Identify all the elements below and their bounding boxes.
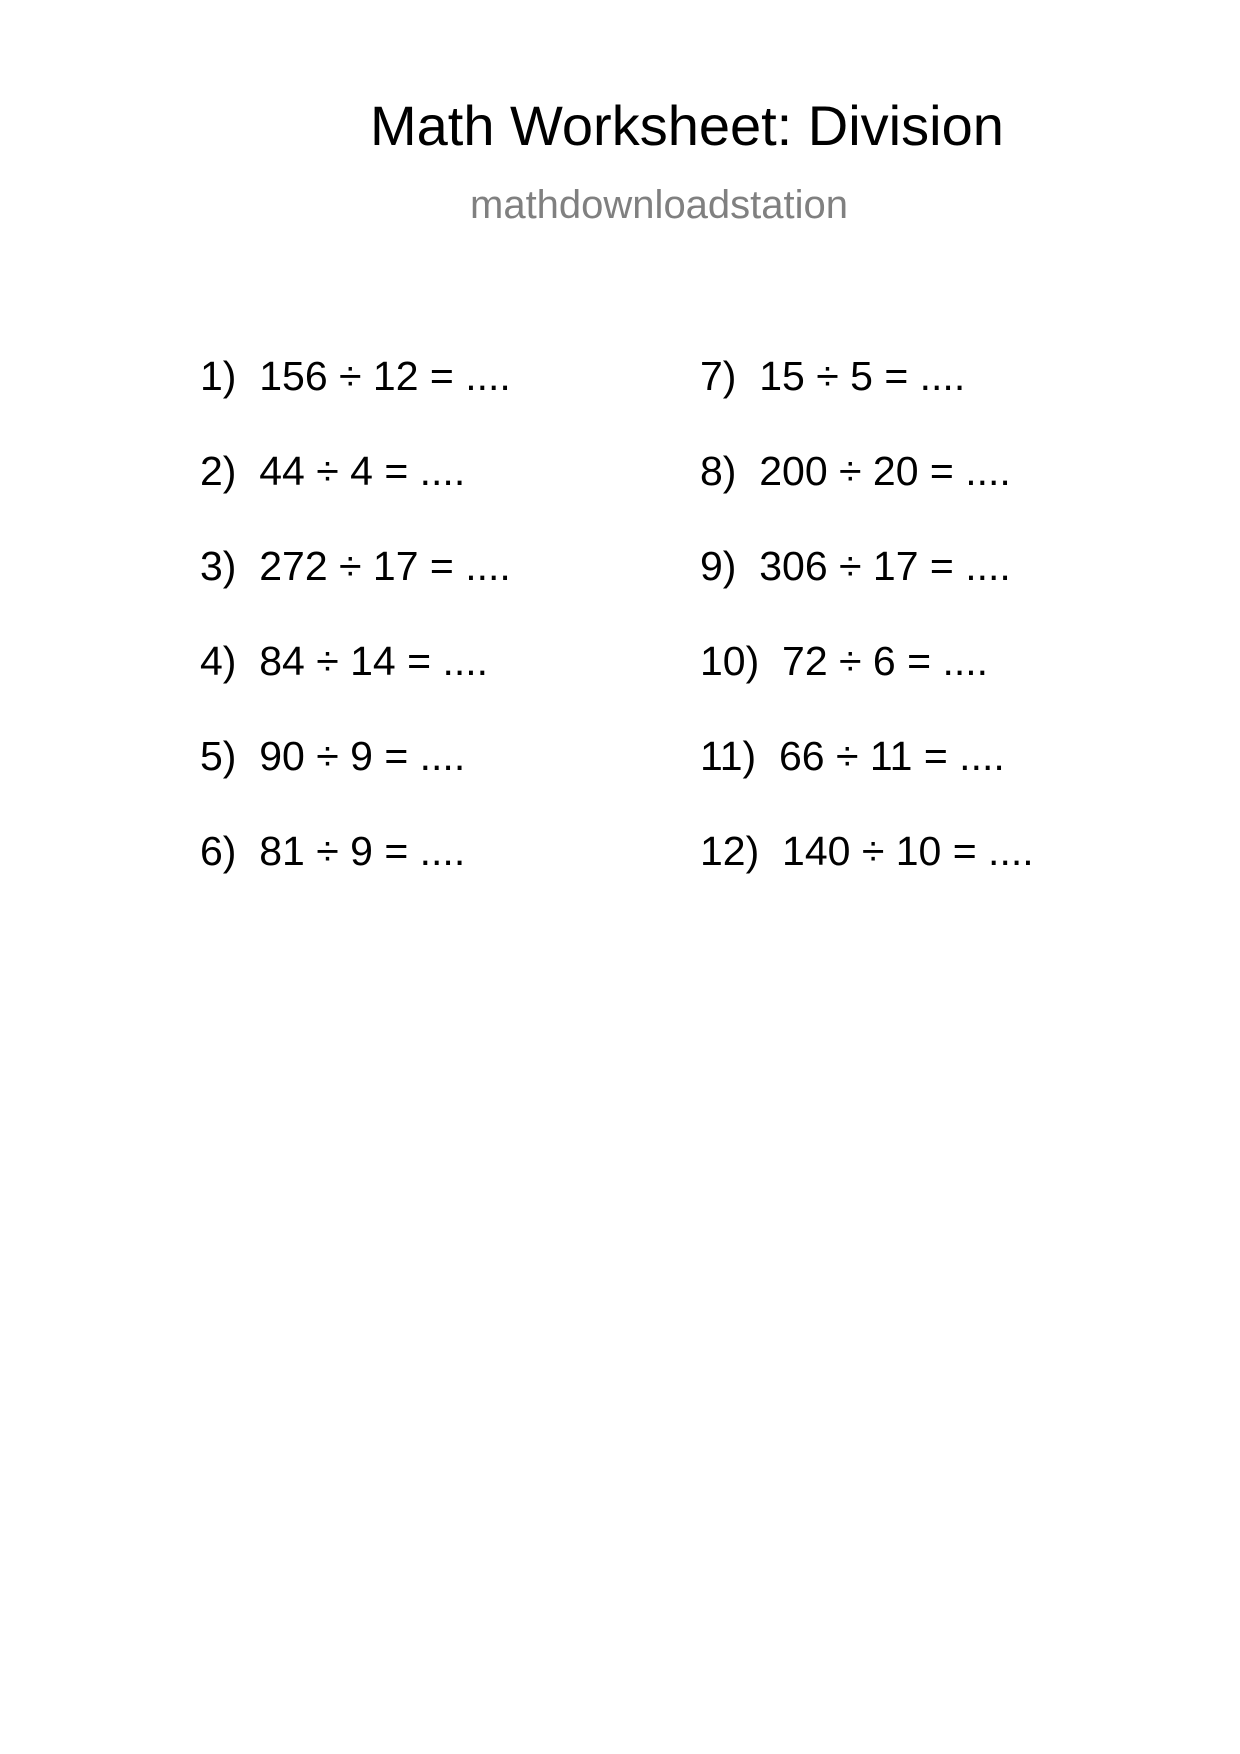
- problem-6: 6) 81 ÷ 9 = ....: [200, 828, 466, 874]
- problem-4: 4) 84 ÷ 14 = ....: [200, 638, 489, 684]
- problem-5: 5) 90 ÷ 9 = ....: [200, 733, 466, 779]
- problem-9: 9) 306 ÷ 17 = ....: [700, 543, 1011, 589]
- problem-12: 12) 140 ÷ 10 = ....: [700, 828, 1034, 874]
- problem-8: 8) 200 ÷ 20 = ....: [700, 448, 1011, 494]
- problem-3: 3) 272 ÷ 17 = ....: [200, 543, 511, 589]
- worksheet-source: mathdownloadstation: [470, 183, 849, 227]
- problem-2: 2) 44 ÷ 4 = ....: [200, 448, 466, 494]
- problem-1: 1) 156 ÷ 12 = ....: [200, 353, 511, 399]
- problem-11: 11) 66 ÷ 11 = ....: [700, 733, 1005, 779]
- worksheet-title: Math Worksheet: Division: [370, 94, 1004, 157]
- problem-7: 7) 15 ÷ 5 = ....: [700, 353, 966, 399]
- problem-10: 10) 72 ÷ 6 = ....: [700, 638, 989, 684]
